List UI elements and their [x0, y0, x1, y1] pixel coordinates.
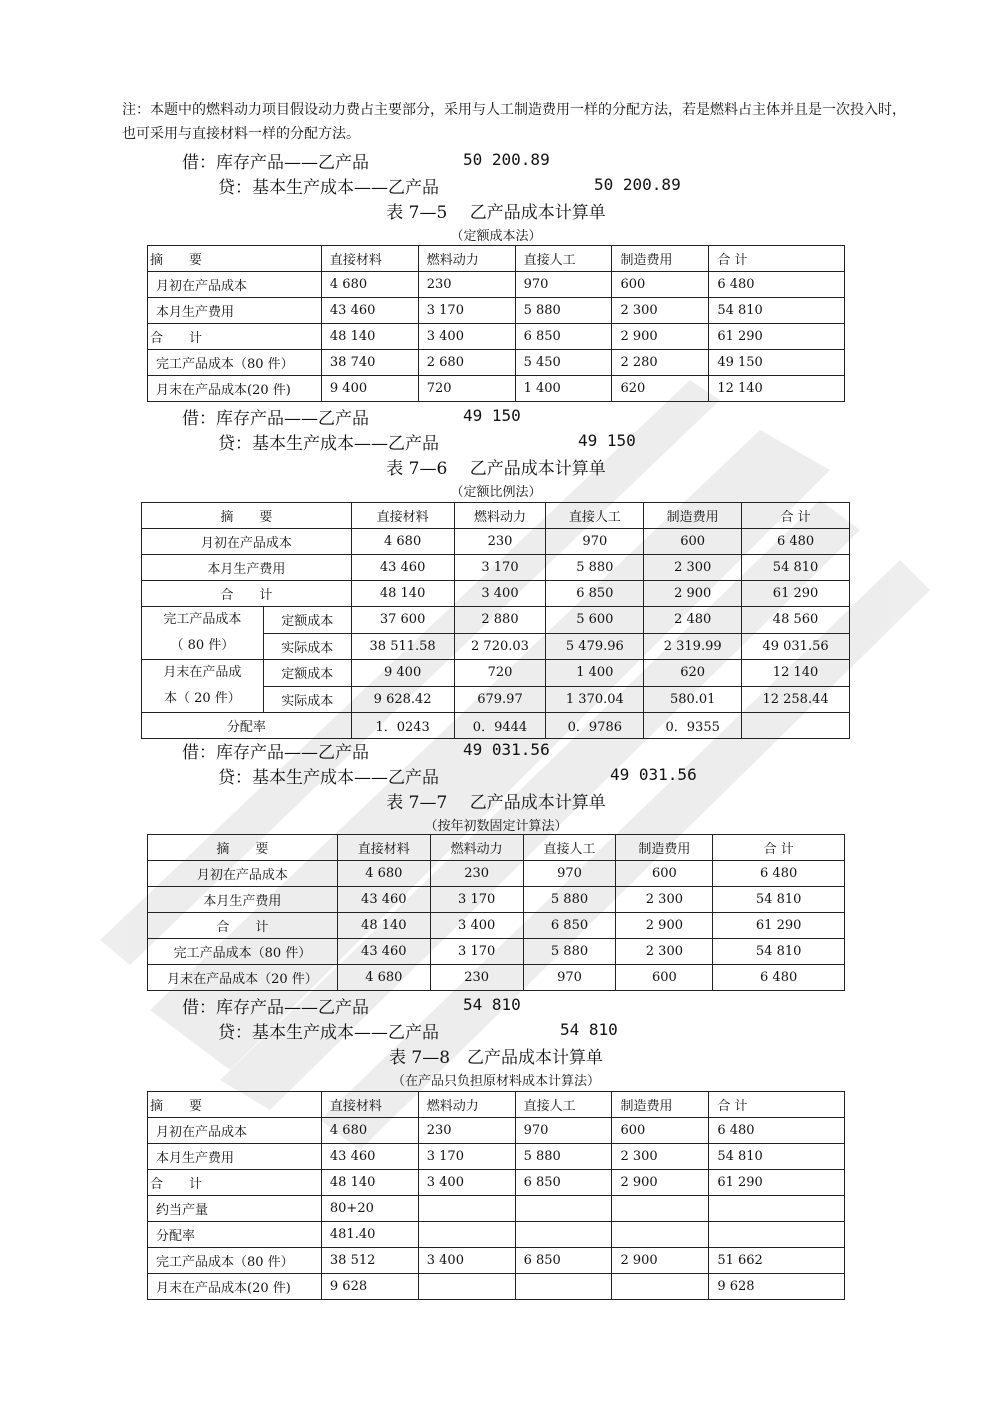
- table-row: [148, 350, 845, 376]
- table-cell: 49 031.56: [742, 633, 850, 660]
- header-cell: 直接人工: [546, 503, 644, 529]
- credit-entry-3: 贷：基本生产成本——乙产品: [218, 768, 439, 788]
- table-cell: 6 850: [546, 581, 644, 607]
- table-cell: 2 900: [644, 581, 742, 607]
- table-cell: 61 290: [742, 581, 850, 607]
- row-label: 约当产量: [148, 1196, 322, 1222]
- row-label: 合 计: [142, 581, 352, 607]
- table-7-7-title: 表 7—7 乙产品成本计算单: [386, 793, 606, 813]
- table-cell: 2 720.03: [454, 633, 546, 660]
- header-cell: 燃料动力: [418, 246, 515, 272]
- table-cell: 0．9355: [644, 713, 742, 739]
- row-label: 月末在产品成本(20 件): [148, 1274, 322, 1300]
- table-cell: 720: [454, 660, 546, 687]
- credit-amount-2: 49 150: [578, 431, 636, 450]
- table-cell: 12 140: [742, 660, 850, 687]
- table-cell: 970: [515, 272, 612, 298]
- table-cell: 0．9786: [546, 713, 644, 739]
- credit-entry-2: 贷：基本生产成本——乙产品: [218, 434, 439, 454]
- table-cell: 600: [612, 1118, 709, 1144]
- credit-entry-1: 贷：基本生产成本——乙产品: [218, 178, 439, 198]
- debit-amount-2: 49 150: [463, 406, 521, 425]
- table-cell: 970: [523, 861, 616, 887]
- table-cell: 43 460: [321, 298, 418, 324]
- credit-amount-1: 50 200.89: [594, 175, 681, 194]
- table-cell: 6 850: [515, 1248, 612, 1274]
- table-7-5: [147, 245, 845, 402]
- table-cell: 2 900: [616, 913, 713, 939]
- table-cell: 9 628: [321, 1274, 418, 1300]
- row-label: 完工产品成本（80 件）: [148, 939, 338, 965]
- table-cell: 2 300: [616, 939, 713, 965]
- table-cell: 5 880: [515, 1144, 612, 1170]
- table-cell: 49 150: [709, 350, 845, 376]
- table-cell: 6 850: [515, 1170, 612, 1196]
- table-row: [148, 1222, 845, 1248]
- table-7-6-title: 表 7—6 乙产品成本计算单: [386, 459, 606, 479]
- row-label: 分配率: [142, 713, 352, 739]
- row-label: 完工产品成本（80 件）: [148, 350, 322, 376]
- table-cell: [612, 1196, 709, 1222]
- header-cell: 直接人工: [515, 1092, 612, 1118]
- table-cell: 230: [454, 529, 546, 555]
- table-cell: 48 560: [742, 607, 850, 634]
- table-cell: 9 400: [321, 376, 418, 402]
- table-7-8-title: 表 7—8 乙产品成本计算单: [388, 1048, 604, 1068]
- row-label: 月初在产品成本: [148, 1118, 322, 1144]
- table-cell: 48 140: [321, 1170, 418, 1196]
- row-label: 月末在产品成本（20 件）: [148, 965, 338, 991]
- group-label-line: 月末在产品成: [163, 665, 242, 680]
- table-cell: 230: [418, 1118, 515, 1144]
- table-cell: [612, 1222, 709, 1248]
- debit-entry-3: 借：库存产品——乙产品: [182, 743, 369, 763]
- table-cell: 970: [546, 529, 644, 555]
- sub-label: 定额成本: [263, 660, 351, 687]
- table-cell: [742, 713, 850, 739]
- table-cell: 3 400: [430, 913, 523, 939]
- row-label: 分配率: [148, 1222, 322, 1248]
- row-label: 月初在产品成本: [148, 861, 338, 887]
- header-cell: 直接材料: [351, 503, 454, 529]
- table-cell: 43 460: [351, 555, 454, 581]
- table-cell: 4 680: [351, 529, 454, 555]
- table-cell: 6 480: [713, 861, 845, 887]
- group-label-line: 本（ 20 件）: [164, 691, 241, 706]
- credit-amount-4: 54 810: [560, 1020, 618, 1039]
- table-row: [148, 913, 845, 939]
- table-cell: 5 880: [515, 298, 612, 324]
- table-cell: [515, 1222, 612, 1248]
- header-cell: 直接人工: [515, 246, 612, 272]
- debit-amount-1: 50 200.89: [463, 150, 550, 169]
- table-cell: 0．9444: [454, 713, 546, 739]
- table-cell: 2 300: [616, 887, 713, 913]
- row-label: 月末在产品成本(20 件): [148, 376, 322, 402]
- table-cell: 38 740: [321, 350, 418, 376]
- header-cell: 制造费用: [612, 246, 709, 272]
- table-cell: 2 900: [612, 1170, 709, 1196]
- table-cell: 600: [612, 272, 709, 298]
- table-cell: 481.40: [321, 1222, 418, 1248]
- table-cell: 1．0243: [351, 713, 454, 739]
- row-label: 合 计: [148, 324, 322, 350]
- table-cell: 2 300: [644, 555, 742, 581]
- row-label: 合 计: [148, 1170, 322, 1196]
- table-cell: 5 450: [515, 350, 612, 376]
- table-cell: 2 900: [612, 1248, 709, 1274]
- table-7-5-subtitle: （定额成本法）: [450, 229, 542, 244]
- table-row: [148, 1118, 845, 1144]
- table-cell: 4 680: [337, 861, 430, 887]
- table-cell: 9 628.42: [351, 686, 454, 713]
- table-cell: 620: [644, 660, 742, 687]
- table-cell: 2 300: [612, 298, 709, 324]
- row-label: 本月生产费用: [148, 1144, 322, 1170]
- debit-entry-2: 借：库存产品——乙产品: [182, 409, 369, 429]
- table-cell: 4 680: [337, 965, 430, 991]
- table-cell: 620: [612, 376, 709, 402]
- table-row: [148, 324, 845, 350]
- row-label: 完工产品成本（80 件）: [148, 1248, 322, 1274]
- table-cell: 51 662: [709, 1248, 845, 1274]
- table-cell: 600: [616, 965, 713, 991]
- debit-amount-3: 49 031.56: [463, 740, 550, 759]
- table-cell: 3 400: [418, 1248, 515, 1274]
- group-label-finished: [142, 607, 264, 660]
- table-cell: 9 400: [351, 660, 454, 687]
- table-cell: 3 400: [418, 324, 515, 350]
- table-row: [148, 1144, 845, 1170]
- credit-amount-3: 49 031.56: [610, 765, 697, 784]
- table-cell: 54 810: [709, 298, 845, 324]
- header-cell: 直接人工: [523, 835, 616, 861]
- table-cell: 2 480: [644, 607, 742, 634]
- table-cell: [709, 1222, 845, 1248]
- header-cell: 直接材料: [321, 1092, 418, 1118]
- header-cell: 合 计: [709, 246, 845, 272]
- table-cell: [709, 1196, 845, 1222]
- header-cell: 直接材料: [337, 835, 430, 861]
- table-cell: 6 480: [709, 272, 845, 298]
- table-cell: 2 680: [418, 350, 515, 376]
- group-label-line: （ 80 件）: [170, 638, 235, 653]
- table-cell: 230: [430, 861, 523, 887]
- table-7-7-subtitle: （按年初数固定计算法）: [424, 819, 568, 834]
- header-cell: 摘 要: [148, 246, 322, 272]
- table-row: [148, 376, 845, 402]
- table-cell: 6 480: [742, 529, 850, 555]
- table-cell: [515, 1274, 612, 1300]
- table-cell: 3 170: [418, 1144, 515, 1170]
- table-7-8-subtitle: （在产品只负担原材料成本计算法）: [391, 1074, 600, 1089]
- header-cell: 燃料动力: [430, 835, 523, 861]
- table-cell: 600: [616, 861, 713, 887]
- table-row: [148, 939, 845, 965]
- row-label: 本月生产费用: [148, 298, 322, 324]
- group-label-in-process: [142, 660, 264, 713]
- table-cell: 1 370.04: [546, 686, 644, 713]
- table-cell: 1 400: [515, 376, 612, 402]
- table-row: [142, 555, 850, 581]
- header-cell: 直接材料: [321, 246, 418, 272]
- table-cell: 43 460: [321, 1144, 418, 1170]
- sub-label: 定额成本: [263, 607, 351, 634]
- table-row: [148, 1248, 845, 1274]
- table-cell: 2 900: [612, 324, 709, 350]
- table-cell: 5 600: [546, 607, 644, 634]
- credit-entry-4: 贷：基本生产成本——乙产品: [218, 1023, 439, 1043]
- table-cell: 3 170: [430, 939, 523, 965]
- table-cell: 54 810: [713, 887, 845, 913]
- table-cell: 580.01: [644, 686, 742, 713]
- table-row: [142, 660, 850, 687]
- table-cell: 5 479.96: [546, 633, 644, 660]
- table-cell: [612, 1274, 709, 1300]
- table-cell: 6 850: [523, 913, 616, 939]
- group-label-line: 完工产品成本: [163, 612, 242, 627]
- table-row: [148, 272, 845, 298]
- header-cell: 合 计: [713, 835, 845, 861]
- table-cell: 38 512: [321, 1248, 418, 1274]
- table-cell: 679.97: [454, 686, 546, 713]
- table-cell: 2 319.99: [644, 633, 742, 660]
- table-cell: 5 880: [546, 555, 644, 581]
- table-7-6-subtitle: （定额比例法）: [450, 485, 542, 500]
- sub-label: 实际成本: [263, 686, 351, 713]
- table-cell: 2 300: [612, 1144, 709, 1170]
- table-row: [142, 713, 850, 739]
- table-7-6: [141, 502, 850, 739]
- table-cell: 48 140: [337, 913, 430, 939]
- row-label: 月初在产品成本: [148, 272, 322, 298]
- table-cell: 6 850: [515, 324, 612, 350]
- row-label: 合 计: [148, 913, 338, 939]
- debit-entry-4: 借：库存产品——乙产品: [182, 998, 369, 1018]
- table-cell: 4 680: [321, 272, 418, 298]
- table-cell: [515, 1196, 612, 1222]
- header-cell: 摘 要: [148, 1092, 322, 1118]
- table-cell: 54 810: [713, 939, 845, 965]
- table-cell: 230: [418, 272, 515, 298]
- sub-label: 实际成本: [263, 633, 351, 660]
- table-row: [148, 1274, 845, 1300]
- table-cell: 54 810: [709, 1144, 845, 1170]
- table-7-7: [147, 834, 845, 991]
- header-cell: 摘 要: [148, 835, 338, 861]
- table-cell: 6 480: [709, 1118, 845, 1144]
- table-7-8: [147, 1091, 845, 1300]
- table-row: [142, 581, 850, 607]
- table-cell: 5 880: [523, 939, 616, 965]
- header-cell: 合 计: [709, 1092, 845, 1118]
- table-row: [148, 298, 845, 324]
- table-cell: 3 400: [418, 1170, 515, 1196]
- table-row: [148, 861, 845, 887]
- note-paragraph: 注：本题中的燃料动力项目假设动力费占主要部分，采用与人工制造费用一样的分配方法，若是燃料占主体并且是一次投入时，也可采用与直接材料一样的分配方法。: [122, 102, 906, 142]
- table-cell: 61 290: [709, 324, 845, 350]
- table-cell: 12 258.44: [742, 686, 850, 713]
- table-row: [148, 887, 845, 913]
- header-cell: 制造费用: [616, 835, 713, 861]
- table-cell: 4 680: [321, 1118, 418, 1144]
- table-cell: 12 140: [709, 376, 845, 402]
- header-cell: 合 计: [742, 503, 850, 529]
- table-row: [148, 1196, 845, 1222]
- table-cell: 37 600: [351, 607, 454, 634]
- table-header-row: [142, 503, 850, 529]
- table-cell: 61 290: [713, 913, 845, 939]
- table-header-row: [148, 835, 845, 861]
- row-label: 月初在产品成本: [142, 529, 352, 555]
- table-cell: [418, 1196, 515, 1222]
- table-cell: 3 170: [418, 298, 515, 324]
- debit-amount-4: 54 810: [463, 995, 521, 1014]
- table-cell: 48 140: [321, 324, 418, 350]
- header-cell: 燃料动力: [454, 503, 546, 529]
- table-cell: 80+20: [321, 1196, 418, 1222]
- table-cell: 9 628: [709, 1274, 845, 1300]
- header-cell: 制造费用: [612, 1092, 709, 1118]
- table-cell: 1 400: [546, 660, 644, 687]
- header-cell: 摘 要: [142, 503, 352, 529]
- table-header-row: [148, 246, 845, 272]
- header-cell: 燃料动力: [418, 1092, 515, 1118]
- row-label: 本月生产费用: [148, 887, 338, 913]
- table-cell: 2 880: [454, 607, 546, 634]
- table-cell: [418, 1274, 515, 1300]
- table-cell: 3 170: [430, 887, 523, 913]
- table-header-row: [148, 1092, 845, 1118]
- header-cell: 制造费用: [644, 503, 742, 529]
- table-cell: 720: [418, 376, 515, 402]
- table-cell: [418, 1222, 515, 1248]
- table-cell: 3 400: [454, 581, 546, 607]
- table-cell: 6 480: [713, 965, 845, 991]
- table-cell: 600: [644, 529, 742, 555]
- table-cell: 43 460: [337, 939, 430, 965]
- table-row: [142, 529, 850, 555]
- table-cell: 3 170: [454, 555, 546, 581]
- table-cell: 38 511.58: [351, 633, 454, 660]
- table-cell: 43 460: [337, 887, 430, 913]
- table-cell: 2 280: [612, 350, 709, 376]
- debit-entry-1: 借：库存产品——乙产品: [182, 153, 369, 173]
- row-label: 本月生产费用: [142, 555, 352, 581]
- table-cell: 61 290: [709, 1170, 845, 1196]
- table-cell: 970: [523, 965, 616, 991]
- table-7-5-title: 表 7—5 乙产品成本计算单: [386, 203, 606, 223]
- table-cell: 970: [515, 1118, 612, 1144]
- table-row: [148, 965, 845, 991]
- table-cell: 48 140: [351, 581, 454, 607]
- table-row: [148, 1170, 845, 1196]
- table-cell: 5 880: [523, 887, 616, 913]
- table-cell: 230: [430, 965, 523, 991]
- table-row: [142, 607, 850, 634]
- table-cell: 54 810: [742, 555, 850, 581]
